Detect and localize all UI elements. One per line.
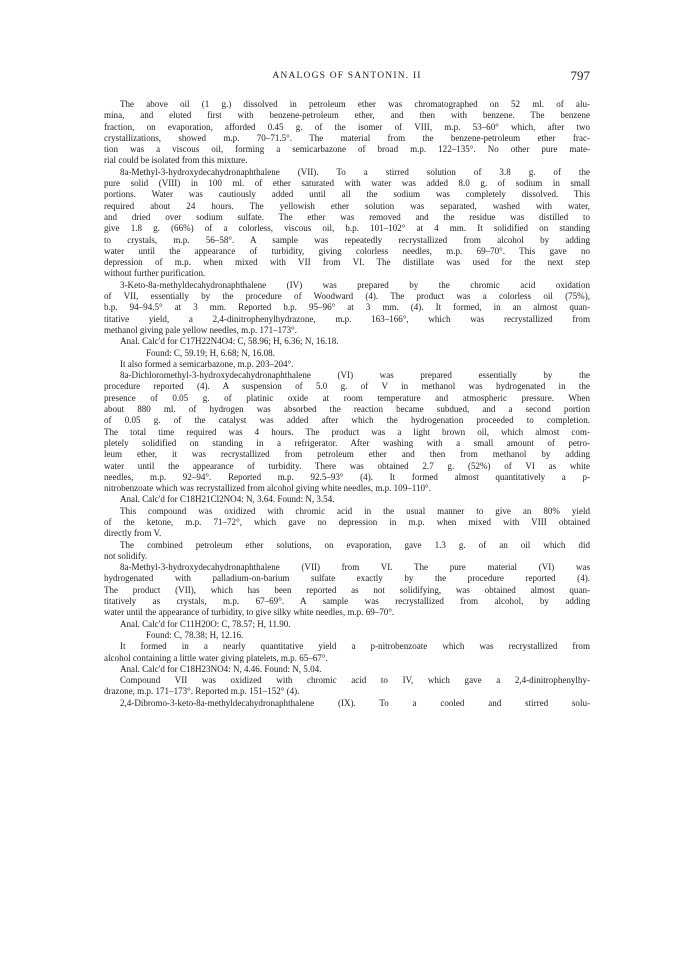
text-line: presence of 0.05 g. of platinic oxide at room temperature and atmospheric pressure. When [104,392,590,403]
text-line: rial could be isolated from this mixture. [104,155,248,166]
text-line: crystallizations, showed m.p. 70–71.5°. The material from the benzene-petroleum ether frac- [104,132,590,143]
text-line: about 880 ml. of hydrogen was absorbed the reaction became subdued, and a second portion [104,404,590,415]
text-line: alcohol containing a little water giving platelets, m.p. 65–67°. [104,652,328,663]
text-line: not solidify. [104,550,148,561]
text-line: needles, m.p. 92–94°. Reported m.p. 92.5–93° (4). It formed almost quantitatively a p- [104,471,590,482]
analysis-line: Anal. Calc'd for C11H20O: C, 78.57; H, 11.90. [120,618,291,629]
text-line: tion was a viscous oil, forming a semicarbazone of broad m.p. 122–135°. No other pure mate- [104,144,590,155]
analysis-line: Anal. Calc'd for C18H21Cl2NO4: N, 3.64. Found: N, 3.54. [120,494,335,505]
page-number: 797 [570,68,590,83]
text-line: portions. Water was cautiously added until all the sodium was completely dissolved. This [104,189,590,200]
text-line: The total time required was 4 hours. The product was a light brown oil, which almost com- [104,426,590,437]
text-line: water until the appearance of turbidity, to give silky white needles, m.p. 69–70°. [104,607,395,618]
text-line: procedure reported (4). A suspension of 5.0 g. of V in methanol was hydrogenated in the [104,381,590,392]
text-line: pure solid (VIII) in 100 ml. of ether saturated with water was added 8.0 g. of sodium in small [104,178,590,189]
text-line: of 0.05 g. of the catalyst was added after which the hydrogenation proceeded to completion. [104,415,590,426]
analysis-line: Anal. Calc'd for C17H22N4O4: C, 58.96; H, 6.36; N, 16.18. [120,336,339,347]
text-line: The product (VII), which has been reported as not solidifying, was obtained almost quan- [104,584,590,595]
text-line: without further purification. [104,268,206,279]
text-line: drazone, m.p. 171–173°. Reported m.p. 151–152° (4). [104,686,300,697]
text-line: 2,4-Dibromo-3-keto-8a-methyldecahydronaphthalene (IX). To a cooled and stirred solu- [120,697,590,708]
text-line: required about 24 hours. The yellowish ether solution was separated, washed with water, [104,200,590,211]
text-line: give 1.8 g. (66%) of a colorless, viscous oil, b.p. 101–102° at 4 mm. It solidified on standing [104,223,590,234]
text-line: The above oil (1 g.) dissolved in petroleum ether was chromatographed on 52 ml. of alu- [120,99,590,109]
running-title: ANALOGS OF SANTONIN. II [272,71,422,81]
text-line: water until the appearance of turbidity, giving colorless needles, m.p. 69–70°. This gave no [104,245,590,256]
text-line: This compound was oxidized with chromic acid in the usual manner to give an 80% yield [120,505,590,516]
analysis-line: Found: C, 59.19; H, 6.68; N, 16.08. [146,347,275,358]
text-line: 8a-Methyl-3-hydroxydecahydronaphthalene (VII) from VI. The pure material (VI) was [120,562,590,573]
text-line: depression of m.p. when mixed with VII from VI. The distillate was used for the next step [104,257,590,268]
text-line: 8a-Methyl-3-hydroxydecahydronaphthalene (VII). To a stirred solution of 3.8 g. of the [120,166,590,177]
text-line: to crystals, m.p. 56–58°. A sample was repeatedly recrystallized from alcohol by adding [104,234,590,245]
text-line: leum ether, it was recrystallized from petroleum ether and then from methanol by adding [104,449,590,460]
text-line: mina, and eluted first with benzene-petroleum ether, and then with benzene. The benzene [104,110,590,121]
text-line: It also formed a semicarbazone, m.p. 203–204°. [120,358,294,369]
text-line: of the ketone, m.p. 71–72°, which gave no depression in m.p. when mixed with VIII obtained [104,516,590,527]
text-line: hydrogenated with palladium-on-barium sulfate exactly by the procedure reported (4). [104,573,590,584]
text-line: 8a-Dichloromethyl-3-hydroxydecahydronaphthalene (VI) was prepared essentially by the [120,370,590,381]
text-line: titatively as crystals, m.p. 67–69°. A sample was recrystallized from alcohol, by adding [104,596,590,607]
text-line: of VII, essentially by the procedure of Woodward (4). The product was a colorless oil (75%), [104,291,590,302]
analysis-line: Anal. Calc'd for C18H23NO4: N, 4.46. Found: N, 5.04. [120,663,322,674]
text-line: titative yield, a 2,4-dinitrophenylhydrazone, m.p. 163–166°, which was recrystallized from [104,313,590,324]
text-line: and dried over sodium sulfate. The ether was removed and the residue was distilled to [104,211,590,222]
text-line: nitrobenzoate which was recrystallized from alcohol giving white needles, m.p. 109–110°. [104,483,431,494]
analysis-line: Found: C, 78.38; H, 12.16. [146,629,244,640]
page-header [104,68,590,89]
text-line: Compound VII was oxidized with chromic acid to IV, which gave a 2,4-dinitrophenylhy- [120,675,590,686]
text-line: methanol giving pale yellow needles, m.p. 171–173°. [104,324,298,335]
text-line: pletely solidified on standing in a refrigerator. After washing with a small amount of petro- [104,437,590,448]
text-line: It formed in a nearly quantitative yield a p-nitrobenzoate which was recrystallized from [120,641,590,652]
text-line: 3-Keto-8a-methyldecahydronaphthalene (IV) was prepared by the chromic acid oxidation [120,279,590,290]
text-line: directly from V. [104,528,162,539]
text-line: The combined petroleum ether solutions, on evaporation, gave 1.3 g. of an oil which did [120,539,590,550]
article-body [104,99,590,709]
text-line: water until the appearance of turbidity. There was obtained 2.7 g. (52%) of VI as white [104,460,590,471]
text-line: b.p. 94–94.5° at 3 mm. Reported b.p. 95–96° at 3 mm. (4). It formed, in an almost quan- [104,302,590,313]
text-line: fraction, on evaporation, afforded 0.45 g. of the isomer of VIII, m.p. 53–60° which, after two [104,121,590,132]
